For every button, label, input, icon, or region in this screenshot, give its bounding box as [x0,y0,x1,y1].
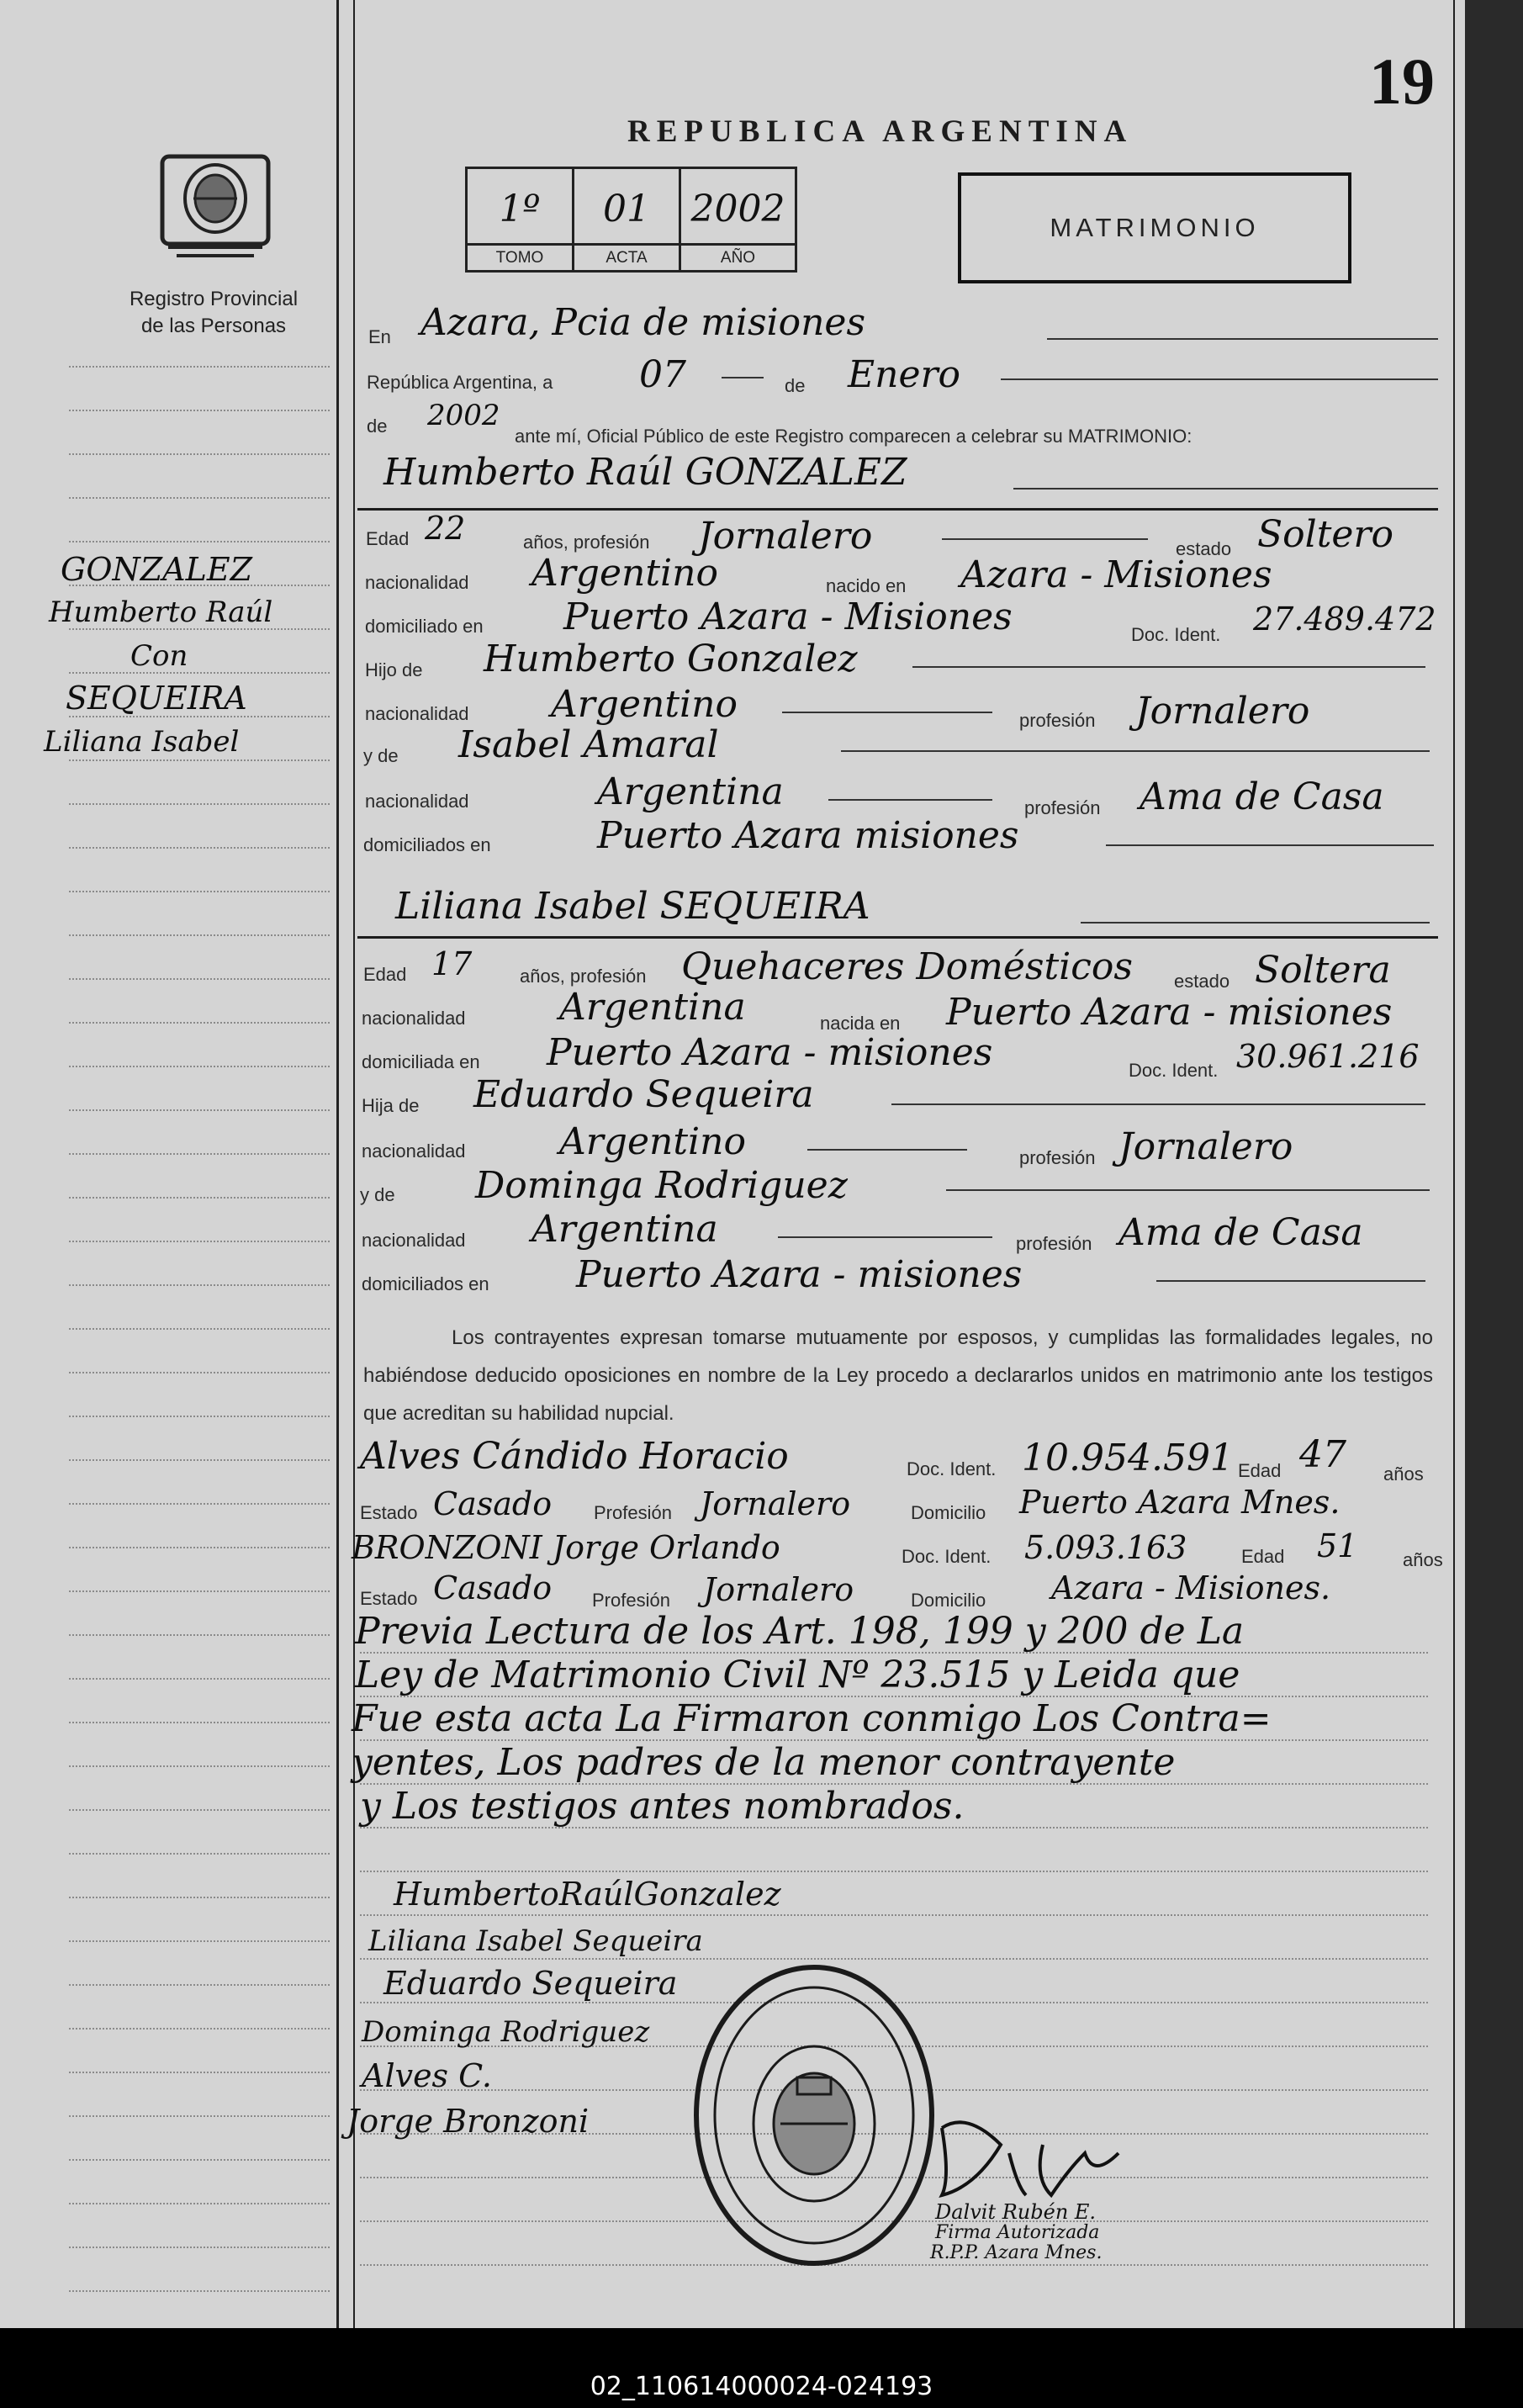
fill-line [807,1149,967,1151]
bride-father-nationality: Argentino [559,1120,746,1163]
month-value: Enero [848,353,961,396]
label-de-month: de [785,375,806,396]
tomo-acta-ano-box [465,167,797,273]
margin-line [69,1590,330,1592]
fill-line [946,1189,1430,1191]
scan-edge [1465,0,1523,2328]
margin-line [69,1197,330,1199]
label-doc-ident: Doc. Ident. [1131,624,1221,645]
margin-line [69,2290,330,2292]
margin-line [69,1547,330,1548]
witness-1-name: Alves Cándido Horacio [360,1435,789,1478]
witness-2-name: BRONZONI Jorge Orlando [352,1529,780,1566]
day-value: 07 [639,353,686,396]
margin-line [69,1241,330,1242]
bride-parents-domicile: Puerto Azara - misiones [576,1253,1023,1296]
label-nacionalidad: nacionalidad [362,1008,466,1029]
label-y-de: y de [363,745,399,766]
bride-mother: Dominga Rodriguez [475,1164,848,1207]
document-type-box [958,172,1351,283]
tomo-value: 1º [499,188,541,230]
closing-line: Ley de Matrimonio Civil Nº 23.515 y Leida que [355,1654,1240,1696]
ano-cell [681,169,795,270]
label-nacida-en: nacida en [820,1013,901,1034]
margin-line [69,1153,330,1155]
coat-of-arms-icon [156,150,275,263]
margin-line [69,1722,330,1723]
label-estado: Estado [360,1502,418,1523]
margin-line [69,410,330,411]
ruled-line [360,1914,1428,1916]
officer-name: Dalvit Rubén E. [935,2200,1097,2224]
label-anos-profesion: años, profesión [520,966,647,987]
groom-born-in: Azara - Misiones [960,553,1272,596]
label-domiciliada-en: domiciliada en [362,1051,480,1072]
label-domiciliado-en: domiciliado en [365,616,484,637]
groom-domicile: Puerto Azara - Misiones [563,595,1013,638]
margin-line [69,1809,330,1811]
ano-value: 2002 [690,188,785,230]
margin-note-line: SEQUEIRA [66,680,247,717]
label-profesion: Profesión [594,1502,672,1523]
margin-note-line: Con [130,639,188,673]
signature-witness-1: Alves C. [362,2057,492,2094]
margin-line [69,978,330,980]
margin-line [69,1634,330,1636]
margin-line [69,1416,330,1417]
margin-line [69,1897,330,1898]
fill-line [891,1103,1425,1105]
margin-line [69,366,330,368]
margin-line [69,2072,330,2073]
fill-line [828,799,992,801]
label-edad: Edad [366,528,410,549]
scan-id: 02_110614000024-024193 [590,2372,933,2401]
witness-1-doc: 10.954.591 [1022,1437,1234,1479]
label-profesion: profesión [1019,1147,1096,1168]
witness-1-age: 47 [1299,1433,1346,1476]
place-value: Azara, Pcia de misiones [420,301,866,344]
label-republica-a: República Argentina, a [367,372,553,393]
margin-line [69,1022,330,1024]
margin-line [69,2203,330,2204]
witness-2-age: 51 [1317,1527,1358,1564]
margin-line [69,1459,330,1461]
fill-line [1047,338,1438,340]
margin-line [69,453,330,455]
margin-line [69,759,330,761]
groom-father-profession: Jornalero [1135,690,1310,733]
groom-mother-nationality: Argentina [597,770,784,813]
margin-line [69,891,330,892]
country-heading: REPUBLICA ARGENTINA [627,114,1134,149]
officer-title: Firma Autorizada [935,2222,1100,2243]
margin-line [69,1765,330,1767]
groom-profession: Jornalero [698,515,873,558]
label-profesion: Profesión [592,1590,670,1611]
closing-line: Fue esta acta La Firmaron conmigo Los Contra= [352,1697,1272,1740]
margin-line [69,1678,330,1680]
margin-rule-inner [353,0,355,2328]
bride-born-in: Puerto Azara - misiones [946,991,1393,1034]
fill-line [782,712,992,713]
label-edad: Edad [363,964,407,985]
label-anos: años [1383,1463,1424,1484]
fill-line [1001,378,1438,380]
groom-father-nationality: Argentino [551,683,738,726]
groom-status: Soltero [1257,513,1393,556]
margin-line [69,1984,330,1986]
margin-rule-right [1453,0,1455,2328]
margin-note-line: GONZALEZ [61,551,252,588]
signature-groom: HumbertoRaúlGonzalez [394,1876,781,1913]
signature-bride: Liliana Isabel Sequeira [368,1924,703,1958]
fill-line [778,1236,992,1238]
label-doc-ident: Doc. Ident. [902,1546,992,1567]
bride-mother-profession: Ama de Casa [1118,1211,1363,1254]
signature-mother: Dominga Rodriguez [362,2015,650,2049]
label-nacionalidad: nacionalidad [365,703,469,724]
closing-line: yentes, Los padres de la menor contrayente [352,1741,1176,1784]
signature-witness-2: Jorge Bronzoni [346,2103,590,2140]
declaration-text: Los contrayentes expresan tomarse mutuamente por esposos, y cumplidas las formalidades legales, no habiéndose deducido oposiciones en nombre de la Ley procedo a declararlos unidos en matrimonio ante los testigos que acreditan su habilidad nupcial. [363,1326,1433,1425]
label-edad: Edad [1238,1460,1282,1481]
groom-mother-profession: Ama de Casa [1140,775,1384,818]
groom-doc: 27.489.472 [1253,601,1436,638]
groom-mother: Isabel Amaral [458,723,719,766]
label-ante: ante mí, Oficial Público de este Registro comparecen a celebrar su MATRIMONIO: [515,426,1192,447]
label-estado: estado [1174,971,1230,992]
witness-2-doc: 5.093.163 [1024,1529,1187,1566]
fill-line [722,377,764,378]
bride-nationality: Argentina [559,986,746,1029]
groom-age: 22 [425,510,466,547]
acta-value: 01 [603,188,650,230]
label-domicilio: Domicilio [911,1590,986,1611]
label-de-year: de [367,415,388,437]
bride-father: Eduardo Sequeira [473,1073,814,1116]
section-rule [357,936,1438,939]
margin-line [69,541,330,542]
bride-profession: Quehaceres Domésticos [681,945,1133,988]
official-seal-icon [688,1960,940,2271]
label-edad: Edad [1241,1546,1285,1567]
registry-line: de las Personas [140,315,287,337]
fill-line [1013,488,1438,490]
groom-parents-domicile: Puerto Azara misiones [597,814,1019,857]
witness-1-status: Casado [433,1485,553,1522]
bride-doc: 30.961.216 [1236,1038,1420,1075]
label-doc-ident: Doc. Ident. [1129,1060,1219,1081]
label-profesion: profesión [1019,710,1096,731]
officer-office: R.P.P. Azara Mnes. [930,2242,1103,2263]
margin-line [69,672,330,674]
bride-father-profession: Jornalero [1118,1125,1293,1168]
label-estado: estado [1176,538,1232,559]
margin-line [69,2247,330,2248]
fill-line [912,666,1425,668]
label-anos-profesion: años, profesión [523,532,650,553]
label-nacionalidad: nacionalidad [365,791,469,812]
bride-name: Liliana Isabel SEQUEIRA [395,885,870,928]
margin-line [69,1109,330,1111]
margin-line [69,1284,330,1286]
closing-line: Previa Lectura de los Art. 198, 199 y 200 de La [355,1610,1245,1653]
witness-1-domicile: Puerto Azara Mnes. [1019,1484,1341,1521]
margin-line [69,1066,330,1067]
groom-father: Humberto Gonzalez [484,638,858,680]
margin-line [69,1328,330,1330]
tomo-cell [468,169,574,270]
margin-note-line: Humberto Raúl [49,595,273,629]
fill-line [942,538,1148,540]
fill-line [841,750,1430,752]
tomo-label: TOMO [468,243,572,267]
label-domiciliados-en: domiciliados en [362,1273,489,1294]
witness-2-profession: Jornalero [703,1571,854,1608]
label-anos: años [1403,1549,1443,1570]
closing-line: y Los testigos antes nombrados. [360,1785,965,1828]
signature-father: Eduardo Sequeira [383,1965,678,2002]
label-estado: Estado [360,1588,418,1609]
bride-age: 17 [431,945,473,982]
label-hijo-de: Hijo de [365,659,423,680]
margin-line [69,497,330,499]
ano-label: AÑO [681,243,795,267]
acta-label: ACTA [574,243,679,267]
margin-line [69,803,330,805]
label-nacionalidad: nacionalidad [365,572,469,593]
label-profesion: profesión [1024,797,1101,818]
label-nacionalidad: nacionalidad [362,1140,466,1162]
margin-note-line: Liliana Isabel [44,725,240,759]
fill-line [1156,1280,1425,1282]
section-rule [357,508,1438,511]
witness-2-status: Casado [433,1569,553,1606]
margin-line [69,1940,330,1942]
label-y-de: y de [360,1184,395,1205]
bride-status: Soltera [1255,949,1391,992]
label-domicilio: Domicilio [911,1502,986,1523]
document-type: MATRIMONIO [1050,213,1260,242]
acta-cell [574,169,681,270]
margin-rule-left [336,0,339,2328]
year-value: 2002 [427,399,500,432]
ruled-line [360,1871,1428,1872]
groom-nationality: Argentino [531,552,718,595]
margin-line [69,1503,330,1505]
margin-line [69,2115,330,2117]
margin-line [69,847,330,849]
margin-line [69,1853,330,1855]
margin-line [69,1372,330,1373]
margin-line [69,934,330,936]
fill-line [1081,922,1430,924]
margin-line [69,2159,330,2161]
margin-line [69,2028,330,2030]
fill-line [1106,844,1434,846]
label-profesion: profesión [1016,1233,1092,1254]
label-hija-de: Hija de [362,1095,420,1116]
registry-line: Registro Provincial [129,288,299,310]
groom-name: Humberto Raúl GONZALEZ [383,451,907,494]
witness-1-profession: Jornalero [700,1485,851,1522]
registry-name [101,286,326,340]
label-domiciliados-en: domiciliados en [363,834,491,855]
witness-2-domicile: Azara - Misiones. [1051,1569,1331,1606]
label-nacionalidad: nacionalidad [362,1230,466,1251]
label-en: En [368,326,391,347]
page-number: 19 [1369,45,1435,118]
bride-mother-nationality: Argentina [531,1208,718,1251]
bride-domicile: Puerto Azara - misiones [547,1031,993,1074]
label-nacido-en: nacido en [826,575,907,596]
label-doc-ident: Doc. Ident. [907,1458,997,1479]
